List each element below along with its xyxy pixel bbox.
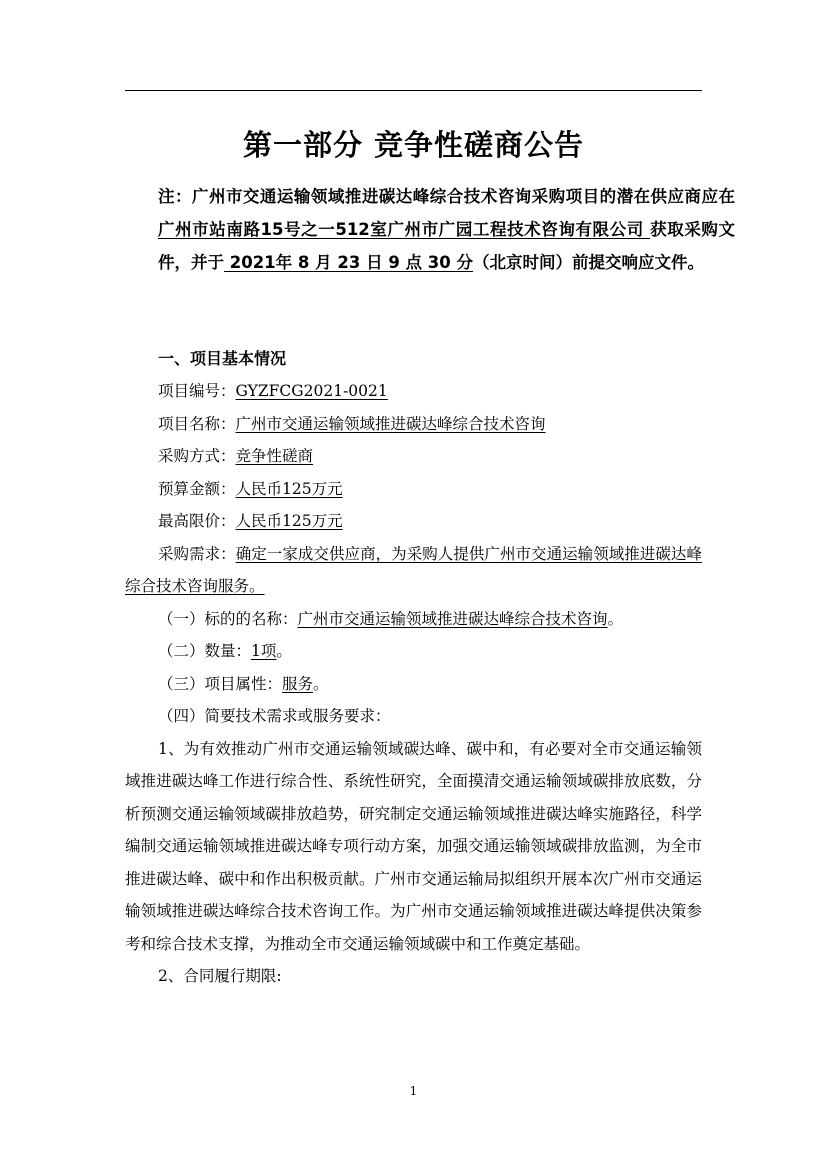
row-label: （三）项目属性：: [158, 674, 283, 693]
notice-text-2: 获取采购文件，并于: [158, 220, 735, 272]
notice-text-1: 注：广州市交通运输领域推进碳达峰综合技术咨询采购项目的潜在供应商应在: [158, 187, 735, 206]
item-quantity: [125, 635, 702, 668]
item-requirements: （四）简要技术需求或服务要求：: [158, 707, 391, 725]
info-row-number: [125, 375, 702, 408]
section-heading: 一、项目基本情况: [158, 349, 287, 368]
info-row-method: [125, 440, 702, 473]
row-label: 预算金额：: [158, 479, 236, 498]
item-subject-name: [125, 603, 702, 636]
row-value: 竞争性磋商: [235, 447, 314, 465]
info-row-budget: [125, 473, 702, 506]
row-value: 确定一家成交供应商，为采购人提供广州市交通运输领域推进碳达峰综合技术咨询服务。: [125, 544, 702, 595]
row-value: 1项: [251, 642, 277, 660]
info-row-demand: [125, 538, 702, 603]
paragraph-background: 1、为有效推动广州市交通运输领域碳达峰、碳中和，有必要对全市交通运输领域推进碳达峰工作进行综合性、系统性研究，全面摸清交通运输领域碳排放底数，分析预测交通运输领域碳排放趋势，研究制定交通运输领域推进碳达峰实施路径，科学编制交通运输领域推进碳达峰专项行动方案，加强交通运输领域碳排放监测，为全市推进碳达峰、碳中和作出积极贡献。广州市交通运输局拟组织开展本次广州市交通运输领域推进碳达峰综合技术咨询工作。为广州市交通运输领域推进碳达峰提供决策参考和综合技术支撑，为推动全市交通运输领域碳中和工作奠定基础。: [125, 739, 702, 953]
notice-text-3: （北京时间）前提交响应文件。: [473, 253, 705, 272]
page-number: 1: [409, 1084, 418, 1098]
notice-deadline: 2021年 8 月 23 日 9 点 30 分: [224, 253, 474, 272]
paragraph-contract-period: 2、合同履行期限:: [158, 967, 282, 985]
info-row-name: [125, 408, 702, 441]
notice-paragraph: [125, 180, 735, 279]
row-label: 项目编号：: [158, 382, 236, 400]
row-label: 最高限价：: [158, 512, 236, 530]
row-value: GYZFCG2021-0021: [235, 382, 388, 400]
row-end: 。: [607, 609, 624, 628]
row-label: 采购需求：: [158, 544, 236, 563]
row-end: 。: [313, 674, 329, 693]
section-basic-info: [125, 343, 702, 993]
header-rule: [125, 90, 702, 91]
row-label: （一）标的的名称：: [158, 609, 298, 628]
row-value: 人民币125万元: [235, 479, 343, 498]
row-value: 广州市交通运输领域推进碳达峰综合技术咨询: [235, 414, 546, 433]
info-row-max-price: [125, 505, 702, 538]
row-label: 项目名称：: [158, 414, 236, 433]
row-label: （二）数量：: [158, 642, 252, 660]
row-label: 采购方式：: [158, 447, 236, 465]
item-attribute: [125, 668, 702, 701]
notice-address: 广州市站南路15号之一512室广州市广园工程技术咨询有限公司: [158, 220, 651, 239]
row-value: 人民币125万元: [235, 512, 343, 530]
row-end: 。: [276, 642, 292, 660]
row-value: 服务: [282, 674, 314, 693]
page-title: 第一部分 竞争性磋商公告: [242, 128, 585, 162]
row-value: 广州市交通运输领域推进碳达峰综合技术咨询: [297, 609, 608, 628]
